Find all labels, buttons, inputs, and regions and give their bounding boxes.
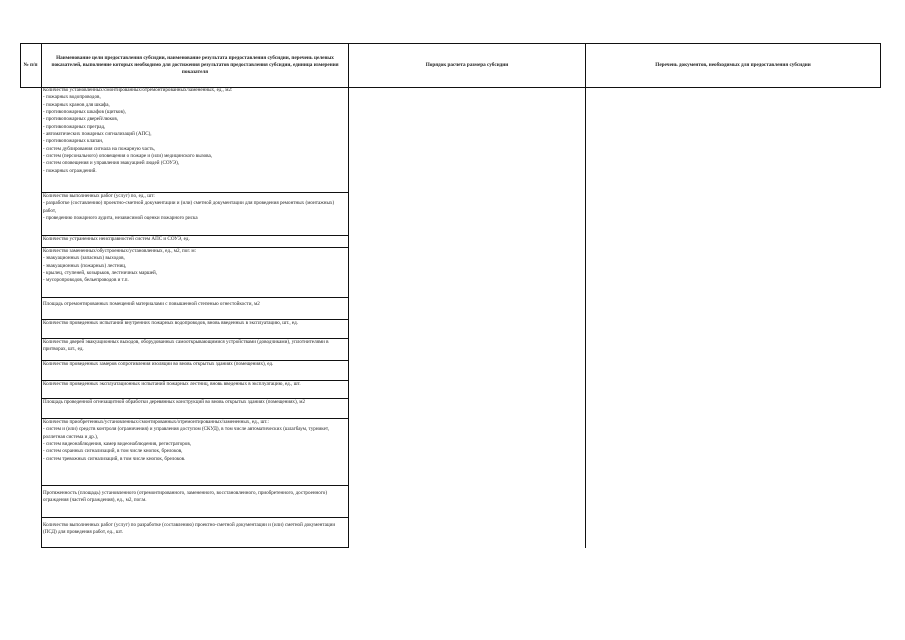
- table-row: [42, 486, 348, 518]
- table-row: [42, 399, 348, 419]
- table-row: [42, 381, 348, 399]
- row-line: - противопожарных дверей/люков,: [43, 116, 118, 123]
- header-col-number: [20, 43, 41, 87]
- table-row: [42, 193, 348, 236]
- table-row: [42, 339, 348, 361]
- row-line: - мусоропроводов, бельепроводов и т.п.: [43, 277, 129, 284]
- row-line: - пожарных водопроводов,: [43, 94, 101, 101]
- row-line: Количество установленных/смонтированных/отремонтированных/замененных, ед., м2:: [43, 87, 233, 93]
- header-col-goal-text: Наименование цели предоставления субсидии, наименование результата предоставления субсидии, перечень целевых показателей, выполнение которых необходимо для достижения результатов предоставления субсидии, единица измерения показателя: [51, 54, 339, 75]
- row-line: - систем тревожных сигнализаций, в том числе кнопок, брелоков.: [43, 455, 186, 462]
- row-line: Количество замененных/обустроенных/установленных, ед., м2, пог. м:: [43, 248, 197, 254]
- table-border-right: [880, 43, 881, 87]
- row-line: - разработке (составлению) проектно-сметной документации и (или) сметной документации для проведения ремонтных (монтажных) работ,: [43, 200, 335, 214]
- header-col-number-text: № п/п: [23, 61, 38, 68]
- row-line: Протяженность (площадь) установленного (отремонтированного, замененного, восстановленного, приобретенного, достроенного) ограждения (частей ограждения), ед., м2, пог.м.: [43, 490, 328, 504]
- row-line: Количество устраненных неисправностей систем АПС и СОУЭ, ед.: [43, 236, 190, 242]
- subsidy-table: [20, 43, 880, 548]
- row-line: - противопожарных преград,: [43, 123, 106, 130]
- row-line: Количество дверей эвакуационных выходов, оборудованных самооткрывающимися устройствами (доводчиками), уплотнителями в притворах, шт., ед.: [43, 339, 329, 353]
- row-line: Количество проведенных испытаний внутренних пожарных водопроводов, вновь введенных в эксплуатацию, шт., ед.: [43, 320, 298, 326]
- row-line: Площадь отремонтированных помещений материалами с повышенной степенью огнестойкости, м2: [43, 301, 260, 307]
- row-line: - крылец, ступеней, козырьков, лестничных маршей,: [43, 270, 158, 277]
- table-row: [42, 87, 348, 193]
- table-col-divider: [348, 43, 349, 548]
- row-line: Площадь проведенной огнезащитной обработки деревянных конструкций во вновь открытых зданиях (помещениях), м2: [43, 399, 305, 405]
- header-col-docs-text: Перечень документов, необходимых для предоставления субсидии: [655, 61, 811, 68]
- table-row: [42, 248, 348, 298]
- row-line: - пожарных кранов для шкафа,: [43, 101, 110, 108]
- row-line: - эвакуационных (пожарных) лестниц,: [43, 262, 127, 269]
- row-line: Количество проведенных эксплуатационных испытаний пожарных лестниц, вновь введенных в эксплуатацию, ед., шт.: [43, 381, 301, 387]
- row-line: - противопожарных шкафов (щитков),: [43, 109, 126, 116]
- table-row: [42, 320, 348, 339]
- table-row: [42, 518, 348, 548]
- row-line: - противопожарных клапан,: [43, 138, 104, 145]
- row-line: - проведению пожарного аудита, независимой оценки пожарного риска: [43, 215, 198, 222]
- row-line: - систем и (или) средств контроля (ограничения) и управления доступом (СКУД), в том числе автоматических (шлагбаум, турникет, роллетная система и др.),: [43, 426, 329, 440]
- row-line: - пожарных ограждений.: [43, 167, 97, 174]
- header-col-calc-text: Порядок расчета размера субсидии: [425, 61, 509, 68]
- row-line: - автоматических пожарных сигнализаций (АПС),: [43, 131, 152, 138]
- row-line: Количество приобретенных/установленных/смонтированных/отремонтированных/замененных, ед., шт.:: [43, 419, 269, 425]
- table-row: [42, 419, 348, 486]
- row-line: - систем охранных сигнализаций, в том числе кнопок, брелоков,: [43, 448, 183, 455]
- row-line: - эвакуационных (запасных) выходов,: [43, 255, 125, 262]
- row-line: Количество проведенных замеров сопротивления изоляции во вновь открытых зданиях (помещениях), ед.: [43, 361, 274, 367]
- row-line: - систем дублирования сигнала на пожарную часть,: [43, 145, 155, 152]
- table-row: [42, 236, 348, 248]
- table-col-divider: [585, 43, 586, 548]
- header-col-calc: [349, 43, 585, 87]
- row-line: - систем (персонального) оповещения о пожаре и (или) медицинского вызова,: [43, 153, 213, 160]
- header-col-goal: [44, 43, 346, 87]
- row-line: - систем оповещения и управления эвакуацией людей (СОУЭ),: [43, 160, 180, 167]
- table-row: [42, 298, 348, 320]
- row-line: Количество выполненных работ (услуг) по, ед., шт:: [43, 193, 155, 199]
- table-row: [42, 361, 348, 381]
- row-line: Количество выполненных работ (услуг) по разработке (составлению) проектно-сметной документации и (или) сметной документации (ПСД) для проведения работ, ед., шт.: [43, 522, 336, 536]
- row-line: - систем видеонаблюдения, камер видеонаблюдения, регистраторов,: [43, 441, 192, 448]
- header-col-docs: [586, 43, 880, 87]
